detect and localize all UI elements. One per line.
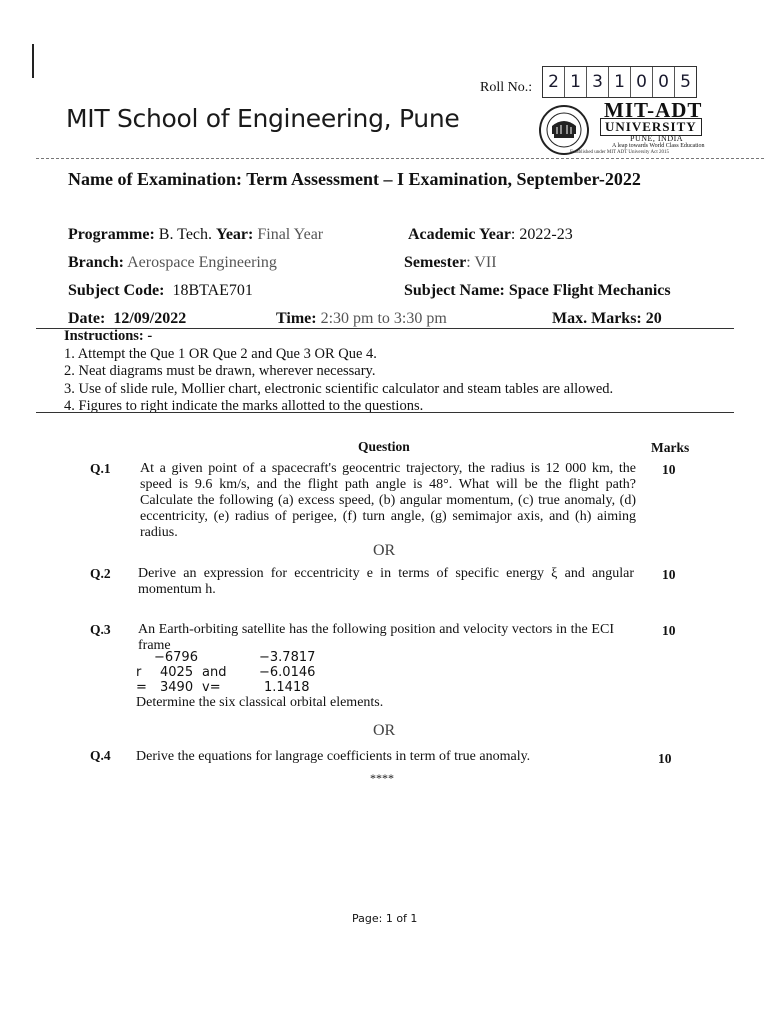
time-row xyxy=(276,310,447,328)
date-label: Date: xyxy=(68,310,106,327)
question-marks: 10 xyxy=(662,567,676,582)
velocity-component: −6.0146 xyxy=(259,665,316,680)
subject-code-value: 18BTAE701 xyxy=(172,282,253,299)
question-number: Q.2 xyxy=(90,566,111,581)
roll-number-label: Roll No.: xyxy=(480,80,533,95)
year-value: Final Year xyxy=(257,226,324,243)
academic-year-row xyxy=(408,226,573,244)
branch-row xyxy=(68,254,277,272)
semester-label: Semester xyxy=(404,254,467,271)
position-component: 4025 xyxy=(160,665,194,680)
time-value: 2:30 pm to 3:30 pm xyxy=(320,310,447,327)
question-text: Derive the equations for langrage coefficients in term of true anomaly. xyxy=(136,749,531,764)
exam-name-value: Term Assessment – I Examination, September-2022 xyxy=(246,169,641,189)
marks-column-header: Marks xyxy=(651,440,690,455)
instructions-block xyxy=(64,328,613,416)
roll-number-boxes xyxy=(542,66,697,98)
header-divider xyxy=(36,158,764,159)
question-text: At a given point of a spacecraft's geocentric trajectory, the radius is 12 000 km, the speed is 9.6 km/s, and the flight path angle is 48°. What will be the flight path? Calculate the following (a) excess speed, (b) angular momentum, (c) true anomaly, (d) eccentricity, (e) radius of perigee, (f) turn angle, (g) semimajor axis, and (h) aiming radius. xyxy=(140,461,636,540)
roll-digit: 2 xyxy=(543,67,565,97)
question-number: Q.3 xyxy=(90,622,111,637)
or-separator: OR xyxy=(373,722,396,739)
page-number: Page: 1 of 1 xyxy=(352,912,418,925)
semester-value: : VII xyxy=(466,254,497,271)
academic-year-label: Academic Year xyxy=(408,226,511,243)
university-name: MIT-ADT xyxy=(604,98,703,122)
roll-digit: 1 xyxy=(565,67,587,97)
question-marks: 10 xyxy=(662,462,676,477)
year-label: Year: xyxy=(216,226,254,243)
instruction-item: 4. Figures to right indicate the marks allotted to the questions. xyxy=(64,398,424,414)
exam-name xyxy=(68,164,708,195)
velocity-component: 1.1418 xyxy=(264,680,310,695)
subject-code-row xyxy=(68,282,253,300)
university-subtitle: UNIVERSITY xyxy=(600,118,702,136)
question-marks: 10 xyxy=(662,623,676,638)
branch-value: Aerospace Engineering xyxy=(127,254,277,271)
question-followup-text: Determine the six classical orbital elements. xyxy=(136,695,384,710)
roll-digit: 3 xyxy=(587,67,609,97)
question-text: Derive an expression for eccentricity e in terms of specific energy ξ and angular momentum h. xyxy=(138,566,634,597)
subject-name: Subject Name: Space Flight Mechanics xyxy=(404,282,671,299)
subject-code-label: Subject Code: xyxy=(68,282,165,299)
branch-label: Branch: xyxy=(68,254,124,271)
roll-digit: 0 xyxy=(631,67,653,97)
margin-mark xyxy=(32,44,34,78)
question-marks: 10 xyxy=(658,751,672,766)
instructions-divider xyxy=(36,412,734,413)
university-fineprint: Established under MIT ADT University Act 2015 xyxy=(570,150,669,155)
semester-row xyxy=(404,254,497,272)
or-separator: OR xyxy=(373,542,396,559)
date-row xyxy=(68,310,186,328)
instructions-title: Instructions: - xyxy=(64,328,153,344)
instruction-item: 3. Use of slide rule, Mollier chart, electronic scientific calculator and steam tables are allowed. xyxy=(64,380,614,397)
programme-row xyxy=(68,226,323,244)
question-number: Q.4 xyxy=(90,748,111,763)
question-column-header: Question xyxy=(358,439,410,454)
university-tagline: A leap towards World Class Education xyxy=(612,143,705,149)
date-value: 12/09/2022 xyxy=(113,310,187,327)
roll-digit: 1 xyxy=(609,67,631,97)
programme-label: Programme: xyxy=(68,226,155,243)
velocity-component: −3.7817 xyxy=(259,650,316,665)
school-name: MIT School of Engineering, Pune xyxy=(66,104,460,133)
end-marker: **** xyxy=(370,771,394,785)
question-number: Q.1 xyxy=(90,461,111,476)
programme-value: B. Tech. xyxy=(158,226,213,243)
instruction-item: 1. Attempt the Que 1 OR Que 2 and Que 3 OR Que 4. xyxy=(64,345,377,362)
roll-digit: 5 xyxy=(680,72,691,92)
university-location: PUNE, INDIA xyxy=(630,134,684,143)
university-seal-logo xyxy=(528,104,600,156)
time-label: Time: xyxy=(276,310,317,327)
academic-year-value: : 2022-23 xyxy=(510,226,573,243)
position-component: 3490 xyxy=(160,680,194,695)
instruction-item: 2. Neat diagrams must be drawn, wherever necessary. xyxy=(64,363,376,379)
question-text: An Earth-orbiting satellite has the following position and velocity vectors in the ECI frame xyxy=(138,622,614,653)
exam-name-label: Name of Examination: xyxy=(68,169,242,189)
position-component: −6796 xyxy=(154,650,198,665)
max-marks: Max. Marks: 20 xyxy=(552,310,662,327)
roll-digit: 0 xyxy=(653,67,675,97)
